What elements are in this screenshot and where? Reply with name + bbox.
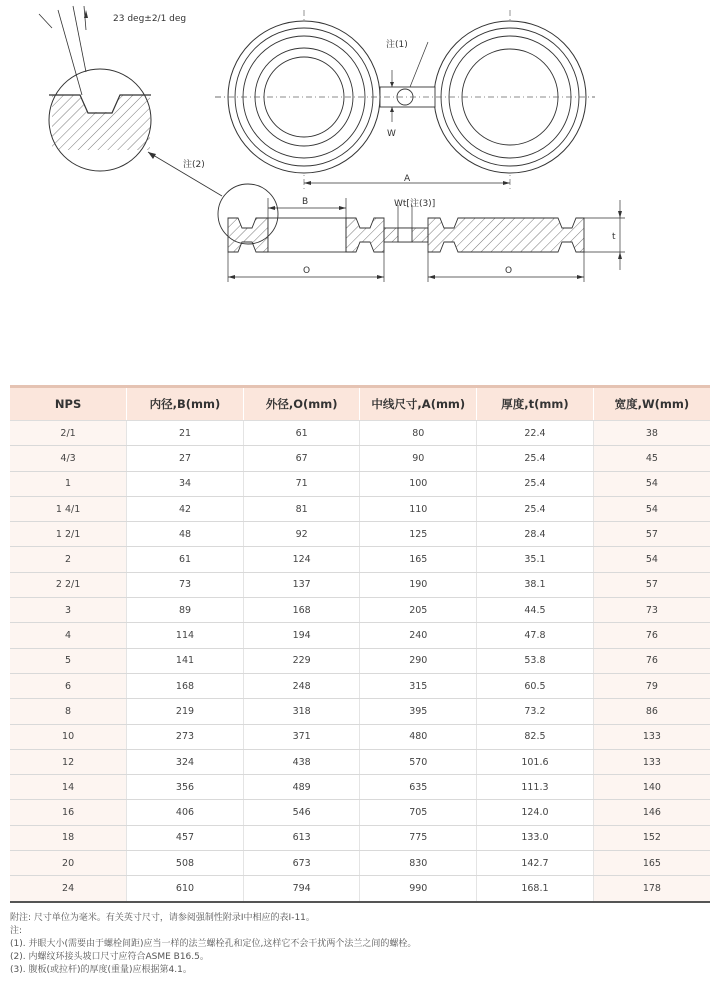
table-cell: 57 xyxy=(593,522,710,547)
table-cell: 54 xyxy=(593,496,710,521)
table-cell: 24 xyxy=(10,876,127,902)
table-cell: 114 xyxy=(127,623,244,648)
table-cell: 635 xyxy=(360,775,477,800)
table-cell: 165 xyxy=(360,547,477,572)
table-row xyxy=(10,876,710,902)
table-cell: 67 xyxy=(243,446,360,471)
table-cell: 79 xyxy=(593,673,710,698)
table-cell: 178 xyxy=(593,876,710,902)
note-line: (3). 腹板(或拉杆)的厚度(重量)应根据第4.1。 xyxy=(10,965,192,975)
table-cell: 111.3 xyxy=(477,775,594,800)
angle-label: 23 deg±2/1 deg xyxy=(113,14,187,24)
table-cell: 54 xyxy=(593,547,710,572)
table-cell: 76 xyxy=(593,623,710,648)
table-cell: 438 xyxy=(243,749,360,774)
table-cell: 133 xyxy=(593,724,710,749)
table-row xyxy=(10,547,710,572)
table-cell: 356 xyxy=(127,775,244,800)
table-cell: 168 xyxy=(127,673,244,698)
table-cell: 60.5 xyxy=(477,673,594,698)
table-cell: 137 xyxy=(243,572,360,597)
table-cell: 146 xyxy=(593,800,710,825)
table-row xyxy=(10,421,710,446)
table-cell: 2/1 xyxy=(10,421,127,446)
table-row xyxy=(10,800,710,825)
table-cell: 142.7 xyxy=(477,851,594,876)
table-row xyxy=(10,623,710,648)
table-cell: 100 xyxy=(360,471,477,496)
table-cell: 248 xyxy=(243,673,360,698)
table-cell: 71 xyxy=(243,471,360,496)
table-cell: 101.6 xyxy=(477,749,594,774)
table-row xyxy=(10,851,710,876)
table-cell: 165 xyxy=(593,851,710,876)
table-row xyxy=(10,648,710,673)
table-cell: 508 xyxy=(127,851,244,876)
table-cell: 168.1 xyxy=(477,876,594,902)
table-cell: 273 xyxy=(127,724,244,749)
table-cell: 20 xyxy=(10,851,127,876)
table-cell: 42 xyxy=(127,496,244,521)
table-row xyxy=(10,522,710,547)
table-cell: 2 xyxy=(10,547,127,572)
groove-detail-view xyxy=(39,6,186,171)
table-cell: 133.0 xyxy=(477,825,594,850)
header-centerline: 中线尺寸,A(mm) xyxy=(360,387,477,421)
top-view xyxy=(215,10,595,190)
table-cell: 1 2/1 xyxy=(10,522,127,547)
notes-section xyxy=(10,912,710,977)
a-label: A xyxy=(404,174,411,184)
note-line: (1). 并眼大小(需要由于螺栓间距)应当一样的法兰螺栓孔和定位,这样它不会干扰两个法兰之间的螺栓。 xyxy=(10,939,417,949)
note2-label: 注(2) xyxy=(183,160,205,170)
table-cell: 86 xyxy=(593,699,710,724)
table-cell: 38 xyxy=(593,421,710,446)
header-thickness: 厚度,t(mm) xyxy=(477,387,594,421)
table-cell: 28.4 xyxy=(477,522,594,547)
table-cell: 44.5 xyxy=(477,598,594,623)
table-cell: 10 xyxy=(10,724,127,749)
table-cell: 21 xyxy=(127,421,244,446)
table-cell: 6 xyxy=(10,673,127,698)
table-cell: 205 xyxy=(360,598,477,623)
t-label: t xyxy=(612,232,616,242)
table-cell: 53.8 xyxy=(477,648,594,673)
table-cell: 45 xyxy=(593,446,710,471)
table-row xyxy=(10,775,710,800)
header-outer-diameter: 外径,O(mm) xyxy=(243,387,360,421)
table-cell: 110 xyxy=(360,496,477,521)
w-label: W xyxy=(387,129,396,139)
table-row xyxy=(10,496,710,521)
table-cell: 2 2/1 xyxy=(10,572,127,597)
table-cell: 775 xyxy=(360,825,477,850)
note-line: 附注: 尺寸单位为毫米。有关英寸尺寸，请参阅强制性附录I中相应的表I-11。 xyxy=(10,913,315,923)
table-cell: 610 xyxy=(127,876,244,902)
table-row xyxy=(10,699,710,724)
table-cell: 489 xyxy=(243,775,360,800)
table-cell: 406 xyxy=(127,800,244,825)
table-cell: 830 xyxy=(360,851,477,876)
table-cell: 124 xyxy=(243,547,360,572)
table-cell: 61 xyxy=(127,547,244,572)
table-cell: 57 xyxy=(593,572,710,597)
dimension-table-wrap xyxy=(10,385,710,903)
table-cell: 18 xyxy=(10,825,127,850)
section-view xyxy=(218,184,625,282)
table-cell: 125 xyxy=(360,522,477,547)
table-cell: 318 xyxy=(243,699,360,724)
table-row xyxy=(10,749,710,774)
table-row xyxy=(10,724,710,749)
table-cell: 480 xyxy=(360,724,477,749)
header-nps: NPS xyxy=(10,387,127,421)
table-cell: 89 xyxy=(127,598,244,623)
table-cell: 4/3 xyxy=(10,446,127,471)
table-cell: 73 xyxy=(127,572,244,597)
dimension-table xyxy=(10,385,710,903)
table-cell: 80 xyxy=(360,421,477,446)
table-cell: 3 xyxy=(10,598,127,623)
table-cell: 371 xyxy=(243,724,360,749)
table-cell: 140 xyxy=(593,775,710,800)
wt-label: Wt[注(3)] xyxy=(394,199,436,209)
table-cell: 5 xyxy=(10,648,127,673)
table-cell: 1 xyxy=(10,471,127,496)
table-cell: 990 xyxy=(360,876,477,902)
table-cell: 73 xyxy=(593,598,710,623)
header-inner-diameter: 内径,B(mm) xyxy=(127,387,244,421)
table-cell: 613 xyxy=(243,825,360,850)
table-row xyxy=(10,825,710,850)
table-cell: 324 xyxy=(127,749,244,774)
table-cell: 25.4 xyxy=(477,446,594,471)
table-cell: 133 xyxy=(593,749,710,774)
table-cell: 705 xyxy=(360,800,477,825)
table-cell: 141 xyxy=(127,648,244,673)
table-cell: 25.4 xyxy=(477,496,594,521)
table-cell: 76 xyxy=(593,648,710,673)
table-cell: 8 xyxy=(10,699,127,724)
table-cell: 290 xyxy=(360,648,477,673)
table-cell: 219 xyxy=(127,699,244,724)
table-cell: 240 xyxy=(360,623,477,648)
table-cell: 47.8 xyxy=(477,623,594,648)
table-cell: 81 xyxy=(243,496,360,521)
table-cell: 38.1 xyxy=(477,572,594,597)
table-cell: 34 xyxy=(127,471,244,496)
table-cell: 73.2 xyxy=(477,699,594,724)
table-cell: 54 xyxy=(593,471,710,496)
note2-leader xyxy=(148,152,222,196)
table-row xyxy=(10,673,710,698)
o-label-left: O xyxy=(303,266,311,276)
table-cell: 190 xyxy=(360,572,477,597)
note1-label: 注(1) xyxy=(386,40,408,50)
table-cell: 82.5 xyxy=(477,724,594,749)
table-cell: 25.4 xyxy=(477,471,594,496)
table-cell: 22.4 xyxy=(477,421,594,446)
table-cell: 395 xyxy=(360,699,477,724)
b-label: B xyxy=(302,197,309,207)
table-header-row xyxy=(10,387,710,421)
table-cell: 229 xyxy=(243,648,360,673)
table-cell: 124.0 xyxy=(477,800,594,825)
note-line: (2). 内螺纹环接头坡口尺寸应符合ASME B16.5。 xyxy=(10,952,209,962)
table-cell: 16 xyxy=(10,800,127,825)
table-row xyxy=(10,598,710,623)
table-cell: 4 xyxy=(10,623,127,648)
table-cell: 570 xyxy=(360,749,477,774)
table-cell: 315 xyxy=(360,673,477,698)
table-row xyxy=(10,572,710,597)
table-cell: 14 xyxy=(10,775,127,800)
table-cell: 168 xyxy=(243,598,360,623)
table-cell: 90 xyxy=(360,446,477,471)
header-width: 宽度,W(mm) xyxy=(593,387,710,421)
table-cell: 194 xyxy=(243,623,360,648)
table-cell: 61 xyxy=(243,421,360,446)
table-body xyxy=(10,421,710,902)
table-cell: 794 xyxy=(243,876,360,902)
table-cell: 152 xyxy=(593,825,710,850)
table-row xyxy=(10,446,710,471)
table-row xyxy=(10,471,710,496)
table-cell: 48 xyxy=(127,522,244,547)
o-label-right: O xyxy=(505,266,513,276)
table-cell: 27 xyxy=(127,446,244,471)
table-cell: 35.1 xyxy=(477,547,594,572)
table-cell: 546 xyxy=(243,800,360,825)
table-cell: 673 xyxy=(243,851,360,876)
table-cell: 12 xyxy=(10,749,127,774)
spectacle-blind-drawing xyxy=(0,0,716,340)
table-cell: 457 xyxy=(127,825,244,850)
table-cell: 1 4/1 xyxy=(10,496,127,521)
table-cell: 92 xyxy=(243,522,360,547)
note-line: 注: xyxy=(10,926,23,936)
